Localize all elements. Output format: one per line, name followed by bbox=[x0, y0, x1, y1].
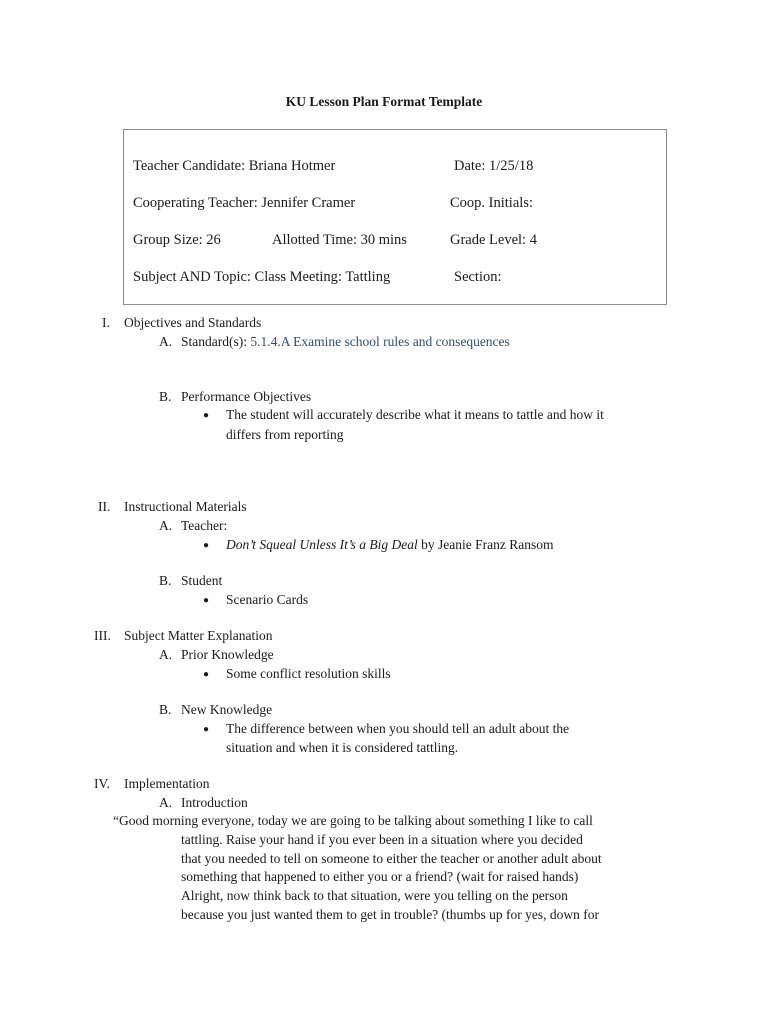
document-title: KU Lesson Plan Format Template bbox=[285, 94, 483, 109]
section-number: III. bbox=[94, 628, 111, 643]
book-author: by Jeanie Franz Ransom bbox=[417, 537, 554, 552]
subsection-label: Teacher: bbox=[181, 518, 228, 533]
standards-label: Standard(s): bbox=[181, 334, 247, 349]
subsection-letter: B. bbox=[159, 389, 172, 404]
subsection-letter: A. bbox=[159, 518, 173, 533]
grade-level: Grade Level: 4 bbox=[450, 232, 537, 248]
subsection-label: Student bbox=[181, 573, 223, 588]
section-number: II. bbox=[98, 499, 111, 514]
standard-link[interactable]: 5.1.4.A Examine school rules and consequences bbox=[250, 334, 510, 349]
section-title: Instructional Materials bbox=[124, 499, 247, 514]
teacher-candidate: Teacher Candidate: Briana Hotmer bbox=[133, 158, 336, 174]
section-number: I. bbox=[102, 315, 110, 330]
intro-text-line: something that happened to either you or a friend? (wait for raised hands) bbox=[181, 869, 579, 884]
coop-initials: Coop. Initials: bbox=[450, 195, 533, 211]
intro-text-line: because you just wanted them to get in trouble? (thumbs up for yes, down for bbox=[181, 907, 600, 922]
bullet-icon: ● bbox=[203, 540, 210, 551]
standards-line bbox=[181, 334, 510, 350]
material-book bbox=[226, 537, 553, 553]
new-knowledge-line: The difference between when you should tell an adult about the bbox=[226, 721, 570, 736]
subsection-letter: B. bbox=[159, 573, 172, 588]
new-knowledge-line: situation and when it is considered tattling. bbox=[226, 740, 459, 755]
section-title: Subject Matter Explanation bbox=[124, 628, 273, 643]
subsection-label: Performance Objectives bbox=[181, 389, 312, 404]
intro-text-line: that you needed to tell on someone to either the teacher or another adult about bbox=[181, 851, 602, 866]
subsection-letter: A. bbox=[159, 795, 173, 810]
bullet-icon: ● bbox=[203, 724, 210, 735]
objective-text-line: The student will accurately describe what it means to tattle and how it bbox=[226, 407, 604, 422]
group-size: Group Size: 26 bbox=[133, 232, 221, 248]
allotted-time: Allotted Time: 30 mins bbox=[272, 232, 407, 248]
intro-text-line: “Good morning everyone, today we are going to be talking about something I like to call bbox=[113, 813, 593, 828]
date: Date: 1/25/18 bbox=[454, 158, 534, 174]
cooperating-teacher: Cooperating Teacher: Jennifer Cramer bbox=[133, 195, 356, 211]
book-title: Don’t Squeal Unless It’s a Big Deal bbox=[226, 537, 418, 552]
section-title: Implementation bbox=[124, 776, 210, 791]
subsection-letter: A. bbox=[159, 334, 173, 349]
section-field: Section: bbox=[454, 269, 502, 285]
section-number: IV. bbox=[94, 776, 110, 791]
subsection-label: Prior Knowledge bbox=[181, 647, 274, 662]
subsection-label: Introduction bbox=[181, 795, 248, 810]
subsection-label: New Knowledge bbox=[181, 702, 273, 717]
section-title: Objectives and Standards bbox=[124, 315, 262, 330]
material-student: Scenario Cards bbox=[226, 592, 309, 607]
subsection-letter: B. bbox=[159, 702, 172, 717]
subsection-letter: A. bbox=[159, 647, 173, 662]
objective-text-line: differs from reporting bbox=[226, 427, 344, 442]
subject-topic: Subject AND Topic: Class Meeting: Tattling bbox=[133, 269, 391, 285]
bullet-icon: ● bbox=[203, 595, 210, 606]
bullet-icon: ● bbox=[203, 410, 210, 421]
prior-knowledge-item: Some conflict resolution skills bbox=[226, 666, 391, 681]
intro-text-line: Alright, now think back to that situation, were you telling on the person bbox=[181, 888, 568, 903]
intro-text-line: tattling. Raise your hand if you ever been in a situation where you decided bbox=[181, 832, 583, 847]
bullet-icon: ● bbox=[203, 669, 210, 680]
